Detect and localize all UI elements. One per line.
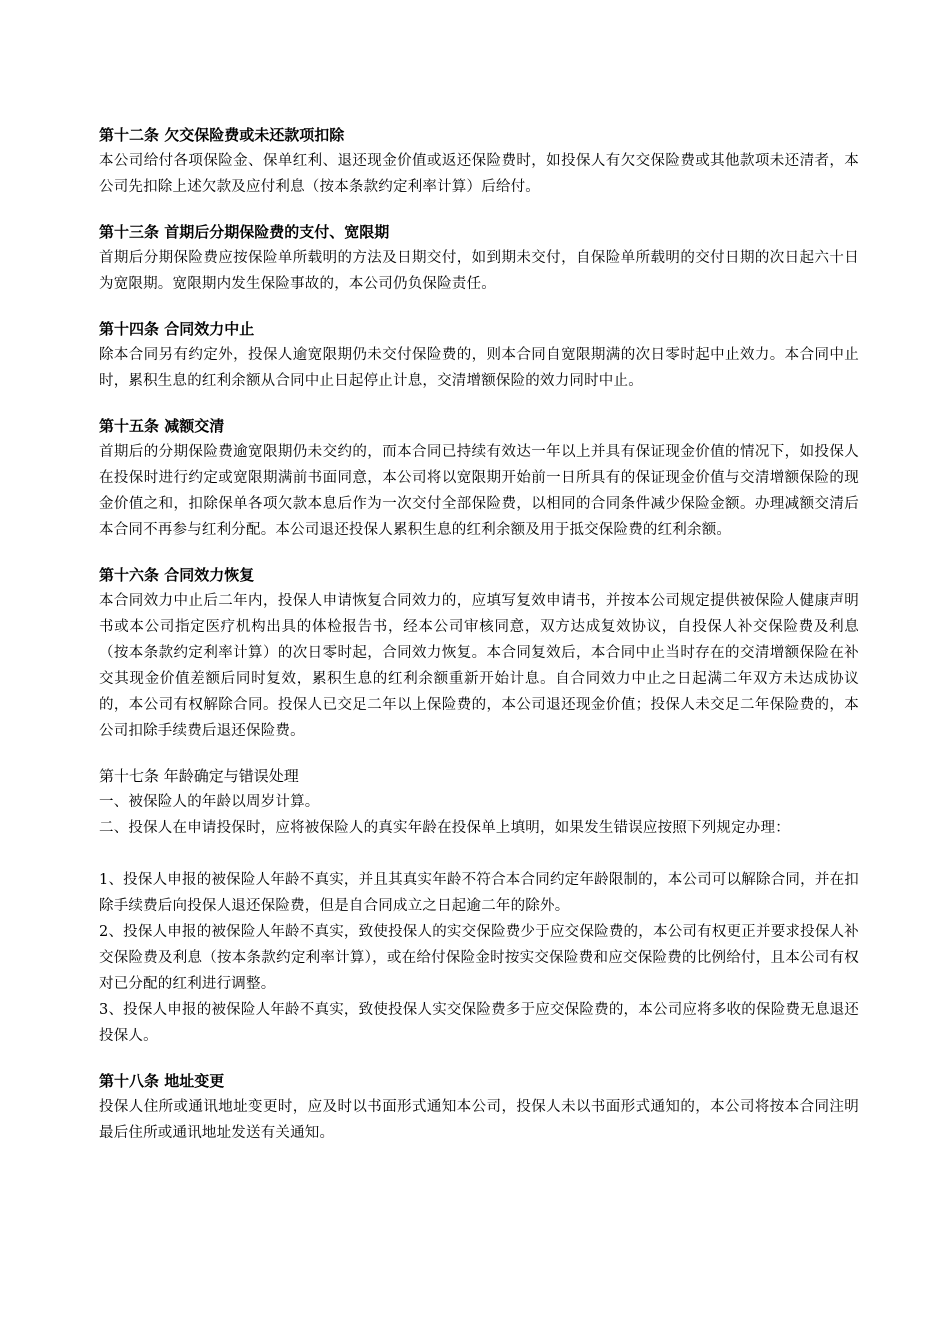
article-17-item-1: 1、投保人申报的被保险人年龄不真实，并且其真实年龄不符合本合同约定年龄限制的，本公司可以解除合同，并在扣除手续费后向投保人退还保险费，但是自合同成立之日起逾二年的除外。 [99,872,859,914]
article-18-title: 第十八条 地址变更 [99,1072,225,1090]
article-13 [99,222,859,297]
article-17 [99,766,859,1049]
article-17-paragraph-2: 二、投保人在申请投保时，应将被保险人的真实年龄在投保单上填明，如果发生错误应按照下列规定办理： [99,820,790,836]
article-17-blank-line [99,841,859,867]
article-16-title: 第十六条 合同效力恢复 [99,566,255,584]
article-12-title: 第十二条 欠交保险费或未还款项扣除 [99,126,345,144]
article-16 [99,565,859,744]
article-12-paragraph-1: 本公司给付各项保险金、保单红利、退还现金价值或返还保险费时，如投保人有欠交保险费或其他款项未还清者，本公司先扣除上述欠款及应付利息（按本条款约定利率计算）后给付。 [99,153,859,195]
article-15-paragraph-1: 首期后的分期保险费逾宽限期仍未交约的，而本合同已持续有效达一年以上并具有保证现金价值的情况下，如投保人在投保时进行约定或宽限期满前书面同意，本公司将以宽限期开始前一日所具有的保证现金价值与交清增额保险的现金价值之和，扣除保单各项欠款本息后作为一次交付全部保险费，以相同的合同条件减少保险金额。办理减额交清后本合同不再参与红利分配。本公司退还投保人累积生息的红利余额及用于抵交保险费的红利余额。 [99,444,859,538]
article-17-paragraph-1: 一、被保险人的年龄以周岁计算。 [99,794,320,810]
article-13-paragraph-1: 首期后分期保险费应按保险单所载明的方法及日期交付，如到期未交付，自保险单所载明的交付日期的次日起六十日为宽限期。宽限期内发生保险事故的，本公司仍负保险责任。 [99,250,859,292]
article-18 [99,1071,859,1146]
article-14 [99,319,859,394]
article-15-title: 第十五条 减额交清 [99,417,225,435]
article-16-paragraph-1: 本合同效力中止后二年内，投保人申请恢复合同效力的，应填写复效申请书，并按本公司规定提供被保险人健康声明书或本公司指定医疗机构出具的体检报告书，经本公司审核同意，双方达成复效协议，自投保人补交保险费及利息（按本条款约定利率计算）的次日零时起，合同效力恢复。本合同复效后，本合同中止当时存在的交清增额保险在补交其现金价值差额后同时复效，累积生息的红利余额重新开始计息。自合同效力中止之日起满二年双方未达成协议的，本公司有权解除合同。投保人已交足二年以上保险费的，本公司退还现金价值；投保人未交足二年保险费的，本公司扣除手续费后退还保险费。 [99,593,859,739]
document-page [99,125,859,1168]
article-18-paragraph-1: 投保人住所或通讯地址变更时，应及时以书面形式通知本公司，投保人未以书面形式通知的，本公司将按本合同注明最后住所或通讯地址发送有关通知。 [99,1099,859,1141]
article-14-paragraph-1: 除本合同另有约定外，投保人逾宽限期仍未交付保险费的，则本合同自宽限期满的次日零时起中止效力。本合同中止时，累积生息的红利余额从合同中止日起停止计息，交清增额保险的效力同时中止。 [99,347,859,389]
article-17-title: 第十七条 年龄确定与错误处理 [99,767,299,785]
article-14-title: 第十四条 合同效力中止 [99,320,255,338]
article-17-item-3: 3、投保人申报的被保险人年龄不真实，致使投保人实交保险费多于应交保险费的，本公司应将多收的保险费无息退还投保人。 [99,1002,859,1044]
article-13-title: 第十三条 首期后分期保险费的支付、宽限期 [99,223,390,241]
article-17-item-2: 2、投保人申报的被保险人年龄不真实，致使投保人的实交保险费少于应交保险费的，本公司有权更正并要求投保人补交保险费及利息（按本条款约定利率计算），或在给付保险金时按实交保险费和应交保险费的比例给付，且本公司有权对已分配的红利进行调整。 [99,924,859,992]
article-12 [99,125,859,200]
article-15 [99,416,859,543]
